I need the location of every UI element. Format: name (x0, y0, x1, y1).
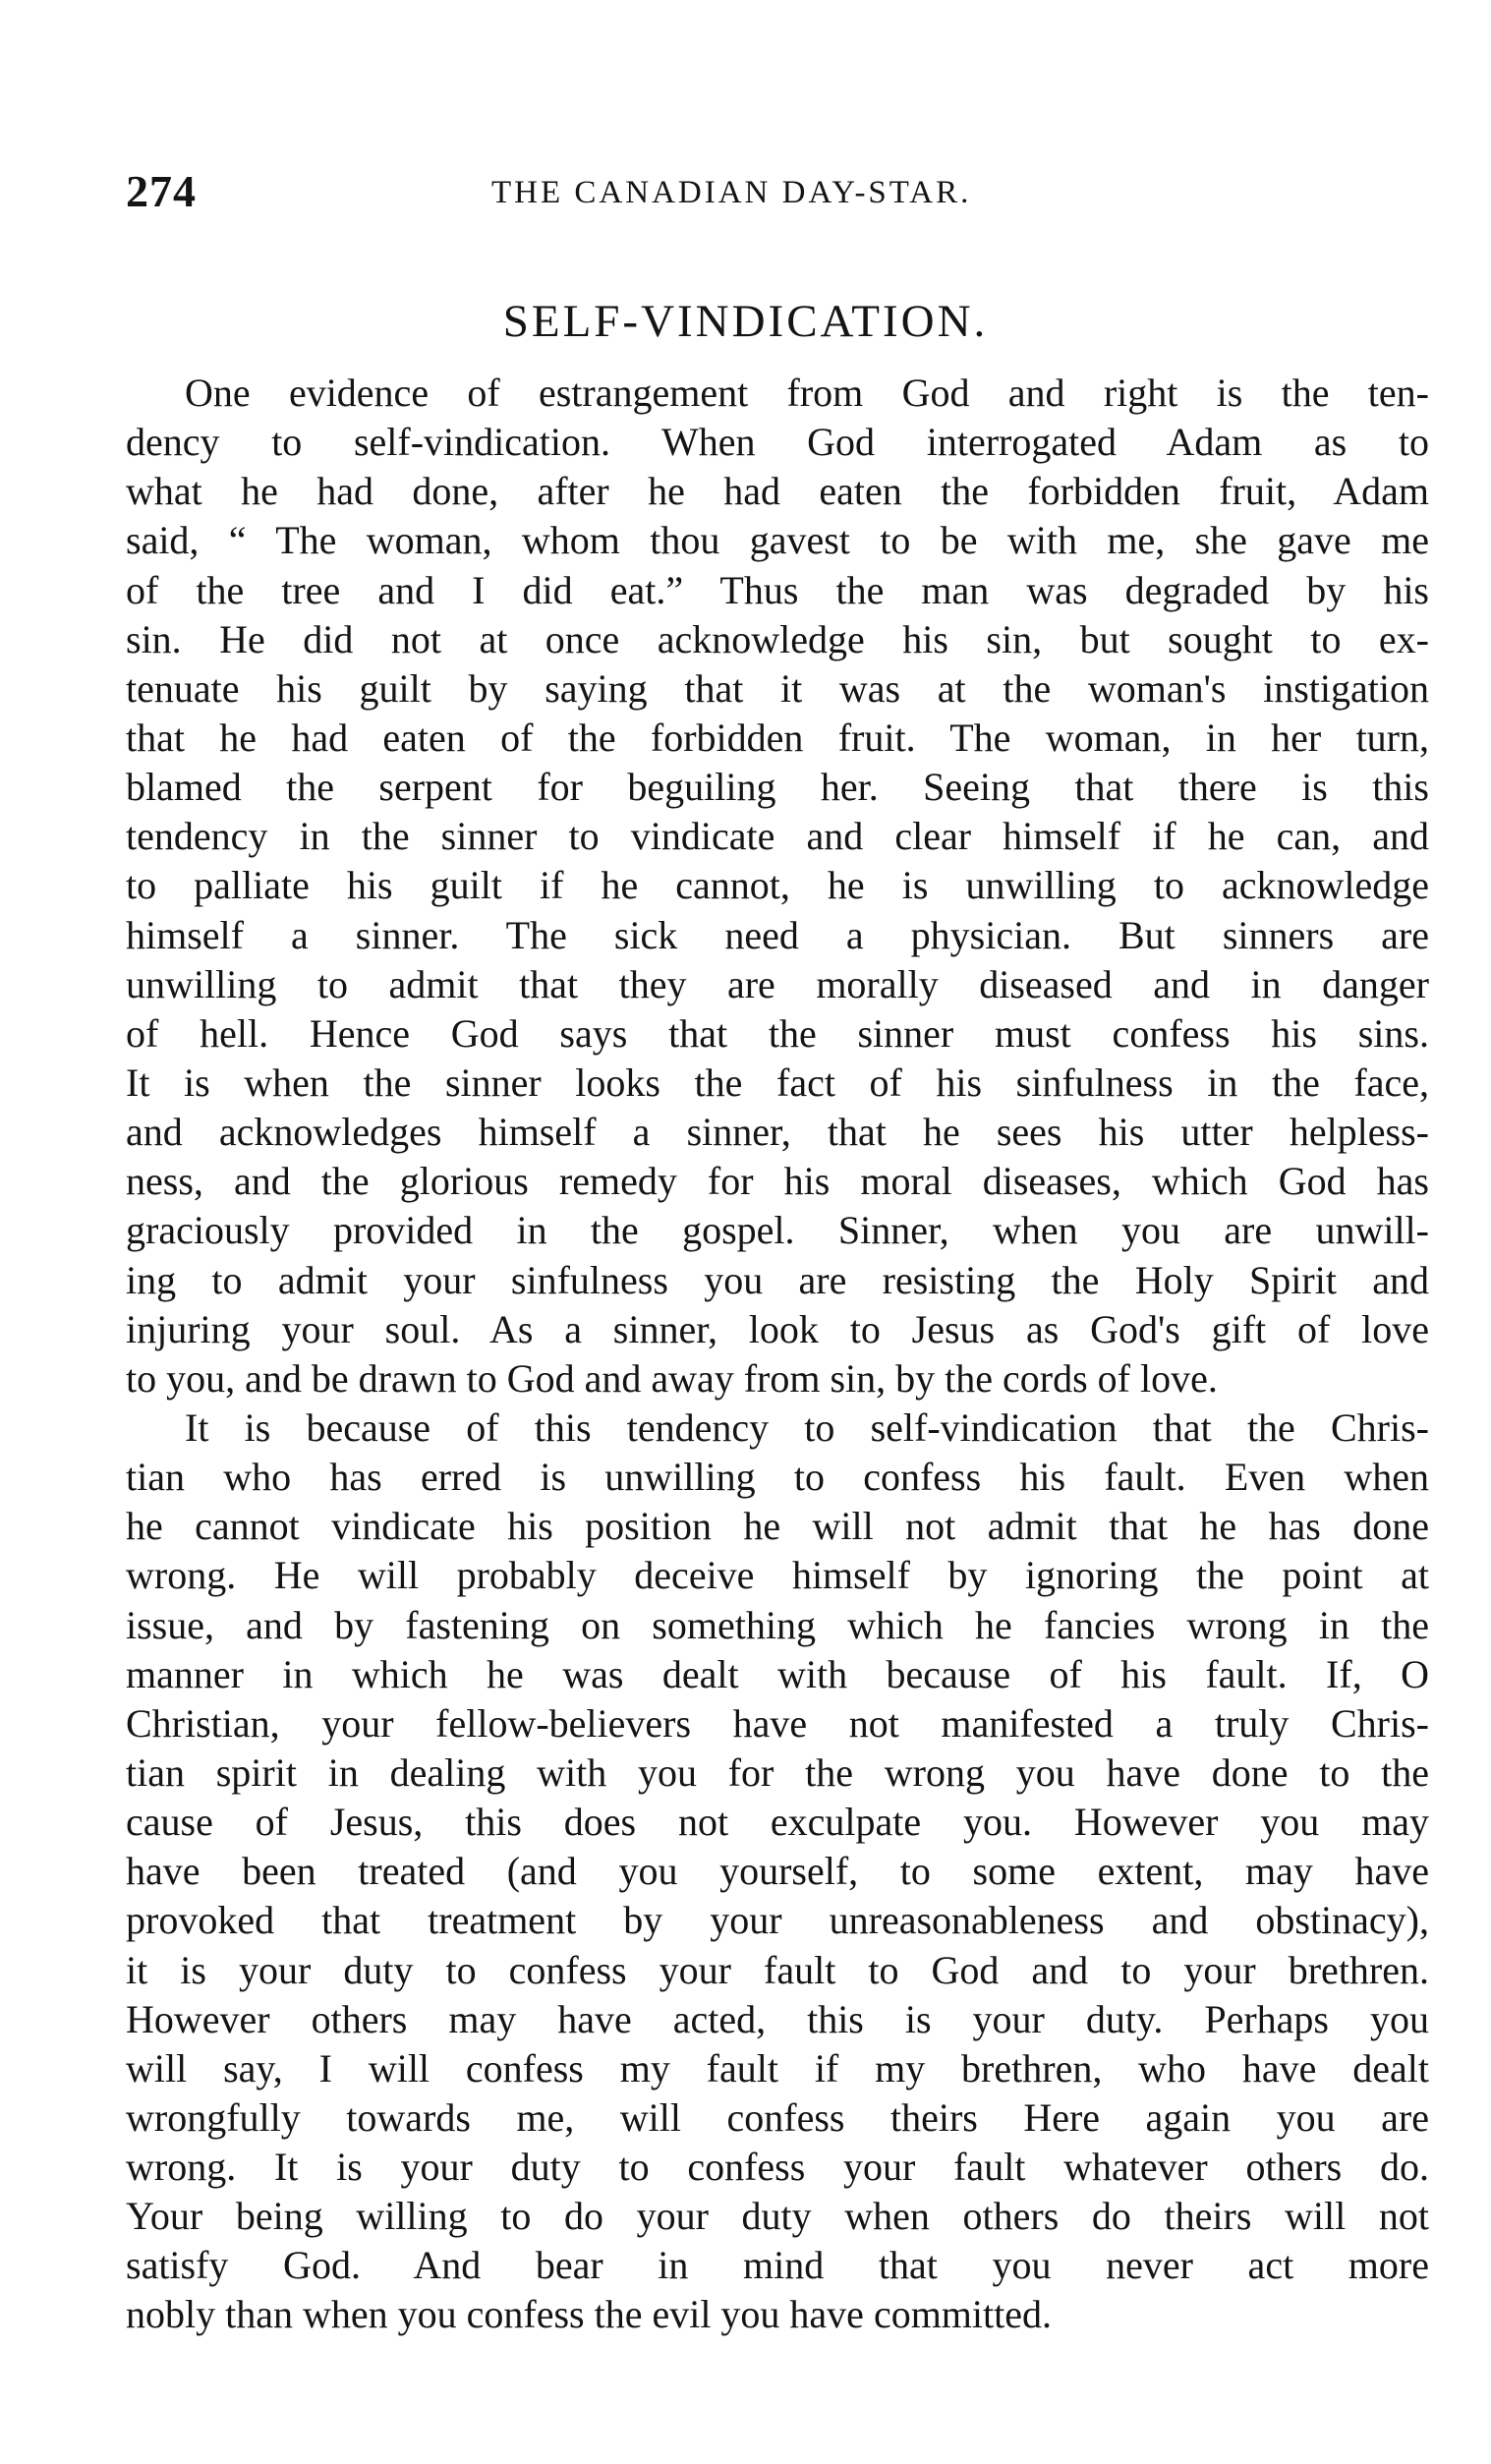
running-head: THE CANADIAN DAY-STAR. (491, 175, 972, 210)
text-line: wrongfully towards me, will confess theirs Here again you are (126, 2094, 1429, 2140)
text-line: graciously provided in the gospel. Sinner, when you are unwill- (126, 1208, 1429, 1253)
text-line: himself a sinner. The sick need a physician. But sinners are (126, 912, 1429, 957)
text-line: It is when the sinner looks the fact of his sinfulness in the face, (126, 1060, 1429, 1105)
text-line: to palliate his guilt if he cannot, he is unwilling to acknowledge (126, 863, 1429, 908)
text-line: dency to self-vindication. When God interrogated Adam as to (126, 420, 1429, 465)
text-line: It is because of this tendency to self-vindication that the Chris- (185, 1404, 1429, 1450)
text-line: One evidence of estrangement from God and right is the ten- (185, 371, 1429, 415)
text-line: nobly than when you confess the evil you have committed. (126, 2292, 1053, 2337)
text-line: tendency in the sinner to vindicate and clear himself if he can, and (126, 814, 1429, 859)
text-line: will say, I will confess my fault if my brethren, who have dealt (126, 2045, 1429, 2091)
text-line: tian spirit in dealing with you for the wrong you have done to the (126, 1749, 1429, 1795)
text-line: he cannot vindicate his position he will not admit that he has done (126, 1504, 1429, 1549)
text-line: satisfy God. And bear in mind that you never act more (126, 2243, 1429, 2288)
text-line: Christian, your fellow-believers have not manifested a truly Chris- (126, 1700, 1429, 1746)
text-line: have been treated (and you yourself, to some extent, may have (126, 1849, 1429, 1894)
text-line: ness, and the glorious remedy for his moral diseases, which God has (126, 1159, 1429, 1204)
text-line: provoked that treatment by your unreasonableness and obstinacy), (126, 1898, 1429, 1943)
article-body (126, 369, 1429, 2340)
text-line: unwilling to admit that they are morally diseased and in danger (126, 961, 1429, 1006)
article-title: SELF-VINDICATION. (502, 296, 989, 347)
text-line: and acknowledges himself a sinner, that he sees his utter helpless- (126, 1110, 1429, 1155)
text-line: sin. He did not at once acknowledge his sin, but sought to ex- (126, 616, 1429, 661)
text-line: it is your duty to confess your fault to God and to your brethren. (126, 1947, 1429, 1992)
text-line: However others may have acted, this is your duty. Perhaps you (126, 1996, 1429, 2041)
text-line: tenuate his guilt by saying that it was at the woman's instigation (126, 665, 1429, 711)
text-line: what he had done, after he had eaten the forbidden fruit, Adam (126, 469, 1429, 514)
text-line: that he had eaten of the forbidden fruit. The woman, in her turn, (126, 715, 1429, 760)
text-line: of hell. Hence God says that the sinner must confess his sins. (126, 1010, 1429, 1056)
text-line: ing to admit your sinfulness you are resisting the Holy Spirit and (126, 1257, 1429, 1302)
page-header (126, 165, 1415, 224)
text-line: issue, and by fastening on something which he fancies wrong in the (126, 1602, 1429, 1647)
text-line: Your being willing to do your duty when others do theirs will not (126, 2194, 1429, 2239)
text-line: tian who has erred is unwilling to confess his fault. Even when (126, 1455, 1429, 1500)
text-line: injuring your soul. As a sinner, look to Jesus as God's gift of love (126, 1306, 1429, 1351)
text-line: manner in which he was dealt with because of his fault. If, O (126, 1651, 1429, 1696)
text-line: cause of Jesus, this does not exculpate you. However you may (126, 1800, 1429, 1845)
text-line: of the tree and I did eat.” Thus the man was degraded by his (126, 567, 1429, 612)
text-line: wrong. It is your duty to confess your fault whatever others do. (126, 2145, 1429, 2190)
text-line: blamed the serpent for beguiling her. Seeing that there is this (126, 765, 1429, 810)
page-number: 274 (126, 166, 197, 216)
text-line: said, “ The woman, whom thou gavest to be with me, she gave me (126, 518, 1429, 563)
text-line: wrong. He will probably deceive himself by ignoring the point at (126, 1553, 1429, 1598)
text-line: to you, and be drawn to God and away from sin, by the cords of love. (126, 1355, 1218, 1401)
